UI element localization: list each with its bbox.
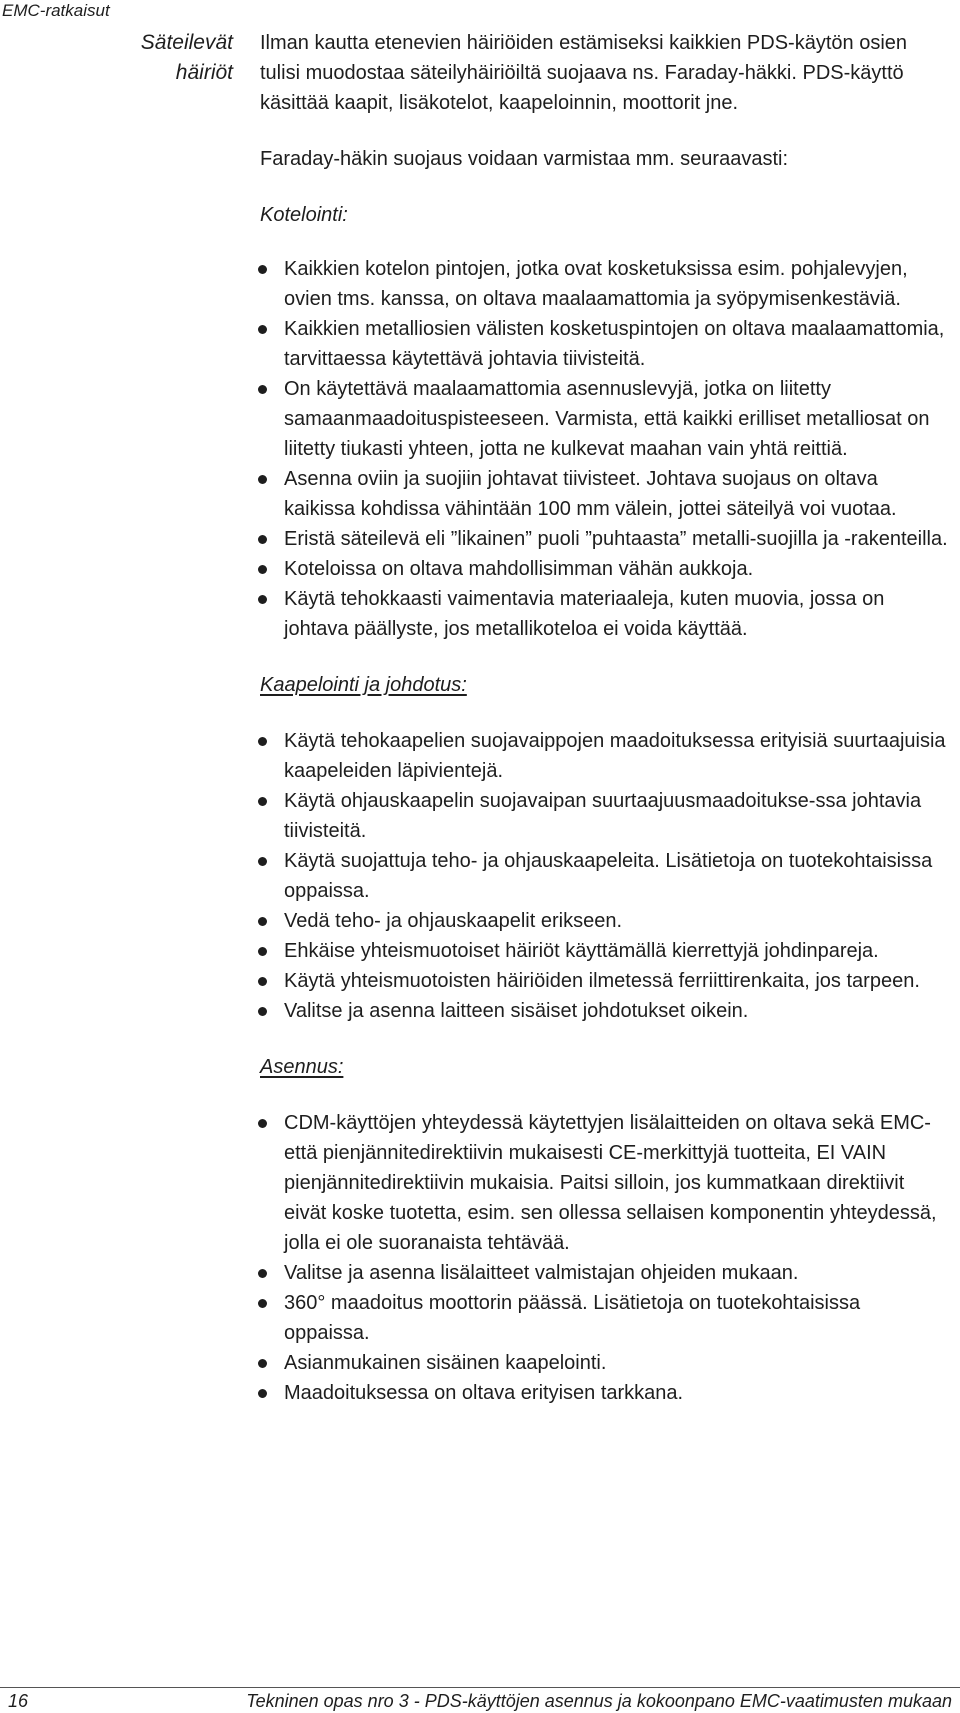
list-item-text: Käytä tehokkaasti vaimentavia materiaaleja, kuten muovia, jossa on johtava päällyste, jos metallikoteloa ei voida käyttää.: [284, 588, 885, 640]
side-heading: [105, 28, 233, 88]
list-item-text: Vedä teho- ja ohjauskaapelit erikseen.: [284, 910, 623, 932]
footer-rule: [0, 1687, 960, 1688]
list-item-text: CDM-käyttöjen yhteydessä käytettyjen lisälaitteiden on oltava sekä EMC- että pienjännitedirektiivin mukaisesti CE-merkittyjä tuotteita, EI VAIN pienjännitedirektiivin mukaisia. Paitsi silloin, jos kummatkaan direktiivit eivät koske tuotetta, esim. sen ollessa sellaisen komponentin yhteydessä, jolla ei ole suoranaista tehtävää.: [284, 1112, 937, 1254]
list-item-text: Asenna oviin ja suojiin johtavat tiivisteet. Johtava suojaus on oltava kaikissa kohdissa vähintään 100 mm välein, jottei säteilyä voi vuotaa.: [284, 468, 897, 520]
list-item-text: Koteloissa on oltava mahdollisimman vähän aukkoja.: [284, 558, 754, 580]
list-item: [260, 254, 950, 314]
list-item: [260, 1108, 950, 1258]
list-item: [260, 786, 950, 846]
list-item-text: 360° maadoitus moottorin päässä. Lisätietoja on tuotekohtaisissa oppaissa.: [284, 1292, 861, 1344]
section-heading-kotelointi: Kotelointi:: [260, 204, 348, 226]
list-item-text: Ehkäise yhteismuotoiset häiriöt käyttämällä kierrettyjä johdinpareja.: [284, 940, 879, 962]
list-item: [260, 464, 950, 524]
running-head: EMC-ratkaisut: [2, 1, 110, 20]
list-item: [260, 1378, 950, 1408]
bullet-icon: [258, 595, 267, 604]
list-item: [260, 846, 950, 906]
list-item-text: Käytä tehokaapelien suojavaippojen maadoituksessa erityisiä suurtaajuisia kaapeleiden läpivientejä.: [284, 730, 946, 782]
bullet-icon: [258, 977, 267, 986]
bullet-icon: [258, 917, 267, 926]
bullet-icon: [258, 1119, 267, 1128]
side-heading-line-1: Säteilevät: [140, 31, 233, 54]
list-item-text: Käytä ohjauskaapelin suojavaipan suurtaajuusmaadoitukse-ssa johtavia tiivisteitä.: [284, 790, 922, 842]
bullet-list-kotelointi: [260, 254, 950, 644]
list-item-text: Maadoituksessa on oltava erityisen tarkkana.: [284, 1382, 684, 1404]
list-item-text: Asianmukainen sisäinen kaapelointi.: [284, 1352, 607, 1374]
bullet-icon: [258, 265, 267, 274]
list-item: [260, 936, 950, 966]
bullet-icon: [258, 1007, 267, 1016]
intro-lead-in: Faraday-häkin suojaus voidaan varmistaa mm. seuraavasti:: [260, 148, 789, 170]
bullet-icon: [258, 797, 267, 806]
list-item: [260, 966, 950, 996]
list-item: [260, 906, 950, 936]
bullet-icon: [258, 857, 267, 866]
list-item: [260, 554, 950, 584]
bullet-icon: [258, 535, 267, 544]
bullet-icon: [258, 1299, 267, 1308]
list-item: [260, 314, 950, 374]
list-item: [260, 996, 950, 1026]
list-item-text: Kaikkien kotelon pintojen, jotka ovat kosketuksissa esim. pohjalevyjen, ovien tms. kanssa, on oltava maalaamattomia ja syöpymisenkestäviä.: [284, 258, 908, 310]
list-item: [260, 524, 950, 554]
section-heading-kaapelointi: Kaapelointi ja johdotus:: [260, 674, 467, 696]
bullet-list-asennus: [260, 1108, 950, 1408]
section-heading-asennus: Asennus:: [260, 1056, 344, 1078]
bullet-icon: [258, 565, 267, 574]
list-item-text: On käytettävä maalaamattomia asennuslevyjä, jotka on liitetty samaanmaadoituspisteeseen. Varmista, että kaikki erilliset metalliosat on liitetty tiukasti yhteen, jotta ne kulkevat maahan vain yhtä reittiä.: [284, 378, 930, 460]
bullet-icon: [258, 475, 267, 484]
bullet-icon: [258, 325, 267, 334]
intro-paragraph: Ilman kautta etenevien häiriöiden estämiseksi kaikkien PDS-käytön osien tulisi muodostaa säteilyhäiriöiltä suojaava ns. Faraday-häkki. PDS-käyttö käsittää kaapit, lisäkotelot, kaapeloinnin, moottorit jne.: [260, 32, 908, 114]
list-item-text: Käytä yhteismuotoisten häiriöiden ilmetessä ferriittirenkaita, jos tarpeen.: [284, 970, 920, 992]
list-item: [260, 1288, 950, 1348]
list-item-text: Valitse ja asenna laitteen sisäiset johdotukset oikein.: [284, 1000, 749, 1022]
bullet-list-kaapelointi: [260, 726, 950, 1026]
list-item-text: Kaikkien metalliosien välisten kosketuspintojen on oltava maalaamattomia, tarvittaessa käytettävä johtavia tiivisteitä.: [284, 318, 945, 370]
bullet-icon: [258, 385, 267, 394]
list-item: [260, 374, 950, 464]
list-item-text: Eristä säteilevä eli ”likainen” puoli ”puhtaasta” metalli-suojilla ja -rakenteilla.: [284, 528, 948, 550]
main-column: [260, 28, 950, 1408]
list-item: [260, 584, 950, 644]
list-item-text: Valitse ja asenna lisälaitteet valmistajan ohjeiden mukaan.: [284, 1262, 799, 1284]
side-heading-line-2: häiriöt: [175, 61, 233, 84]
list-item: [260, 1348, 950, 1378]
list-item: [260, 1258, 950, 1288]
bullet-icon: [258, 947, 267, 956]
page-number: 16: [8, 1691, 29, 1711]
bullet-icon: [258, 1389, 267, 1398]
list-item-text: Käytä suojattuja teho- ja ohjauskaapeleita. Lisätietoja on tuotekohtaisissa oppaissa.: [284, 850, 933, 902]
list-item: [260, 726, 950, 786]
footer-title: Tekninen opas nro 3 - PDS-käyttöjen asennus ja kokoonpano EMC-vaatimusten mukaan: [246, 1691, 952, 1711]
bullet-icon: [258, 737, 267, 746]
bullet-icon: [258, 1359, 267, 1368]
bullet-icon: [258, 1269, 267, 1278]
